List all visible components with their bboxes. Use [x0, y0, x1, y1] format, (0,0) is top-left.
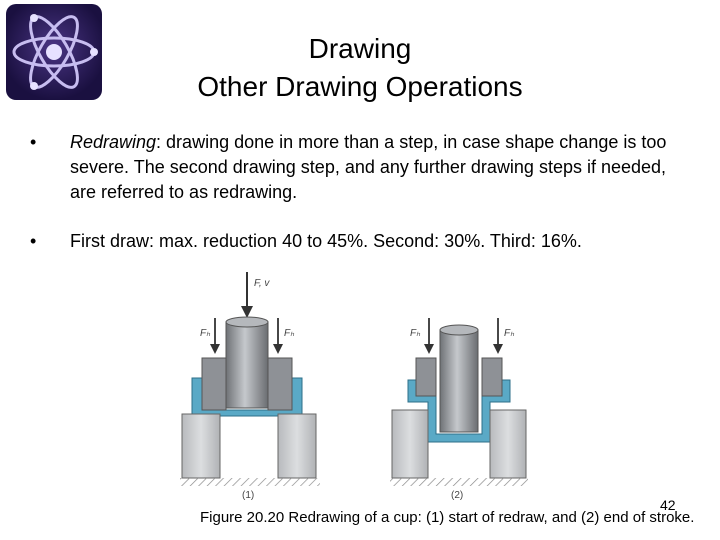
- slide-title: [110, 30, 610, 106]
- arrow-head: [273, 344, 283, 354]
- die-2-left: [392, 410, 428, 478]
- bullet-item-reductions: [30, 229, 670, 254]
- label-fh-right: Fₕ: [284, 328, 295, 339]
- label-fh2-right: Fₕ: [504, 328, 515, 339]
- die-left: [182, 414, 220, 478]
- blank-holder-2-left: [416, 358, 436, 396]
- base-hatch: [180, 478, 320, 486]
- title-line-2: Other Drawing Operations: [197, 71, 523, 102]
- punch: [226, 322, 268, 408]
- bullet-item-redrawing: [30, 130, 670, 205]
- bullet-list: [30, 130, 670, 254]
- label-stage-1: (1): [242, 490, 255, 501]
- base-hatch-2: [390, 478, 528, 486]
- punch-2-top: [440, 325, 478, 335]
- arrow-head: [493, 344, 503, 354]
- punch-2: [440, 330, 478, 432]
- label-f-v: F, v: [254, 278, 270, 289]
- blank-holder-left: [202, 358, 226, 410]
- die-right: [278, 414, 316, 478]
- stage-1-setup: [180, 272, 320, 501]
- arrow-head: [210, 344, 220, 354]
- arrow-head: [241, 306, 253, 318]
- atom-logo-icon: [6, 4, 102, 100]
- title-line-1: Drawing: [308, 33, 412, 64]
- label-stage-2: (2): [451, 490, 464, 501]
- arrow-head: [424, 344, 434, 354]
- bullet-term: Redrawing: [70, 132, 157, 152]
- page-number: 42: [660, 497, 676, 513]
- bullet-text: : drawing done in more than a step, in case shape change is too severe. The second drawing step, and any further drawing steps if needed, are referred to as redrawing.: [70, 132, 667, 202]
- blank-holder-2-right: [482, 358, 502, 396]
- redrawing-figure: [170, 268, 530, 504]
- bullet-marker: •: [30, 132, 37, 152]
- bullet-text: First draw: max. reduction 40 to 45%. Second: 30%. Third: 16%.: [70, 231, 582, 251]
- label-fh2-left: Fₕ: [410, 328, 421, 339]
- figure-caption: Figure 20.20 Redrawing of a cup: (1) start of redraw, and (2) end of stroke.: [200, 509, 695, 526]
- punch-top: [226, 317, 268, 327]
- stage-2-setup: [390, 318, 528, 501]
- die-2-right: [490, 410, 526, 478]
- label-fh-left: Fₕ: [200, 328, 211, 339]
- bullet-marker: •: [30, 231, 37, 251]
- blank-holder-right: [268, 358, 292, 410]
